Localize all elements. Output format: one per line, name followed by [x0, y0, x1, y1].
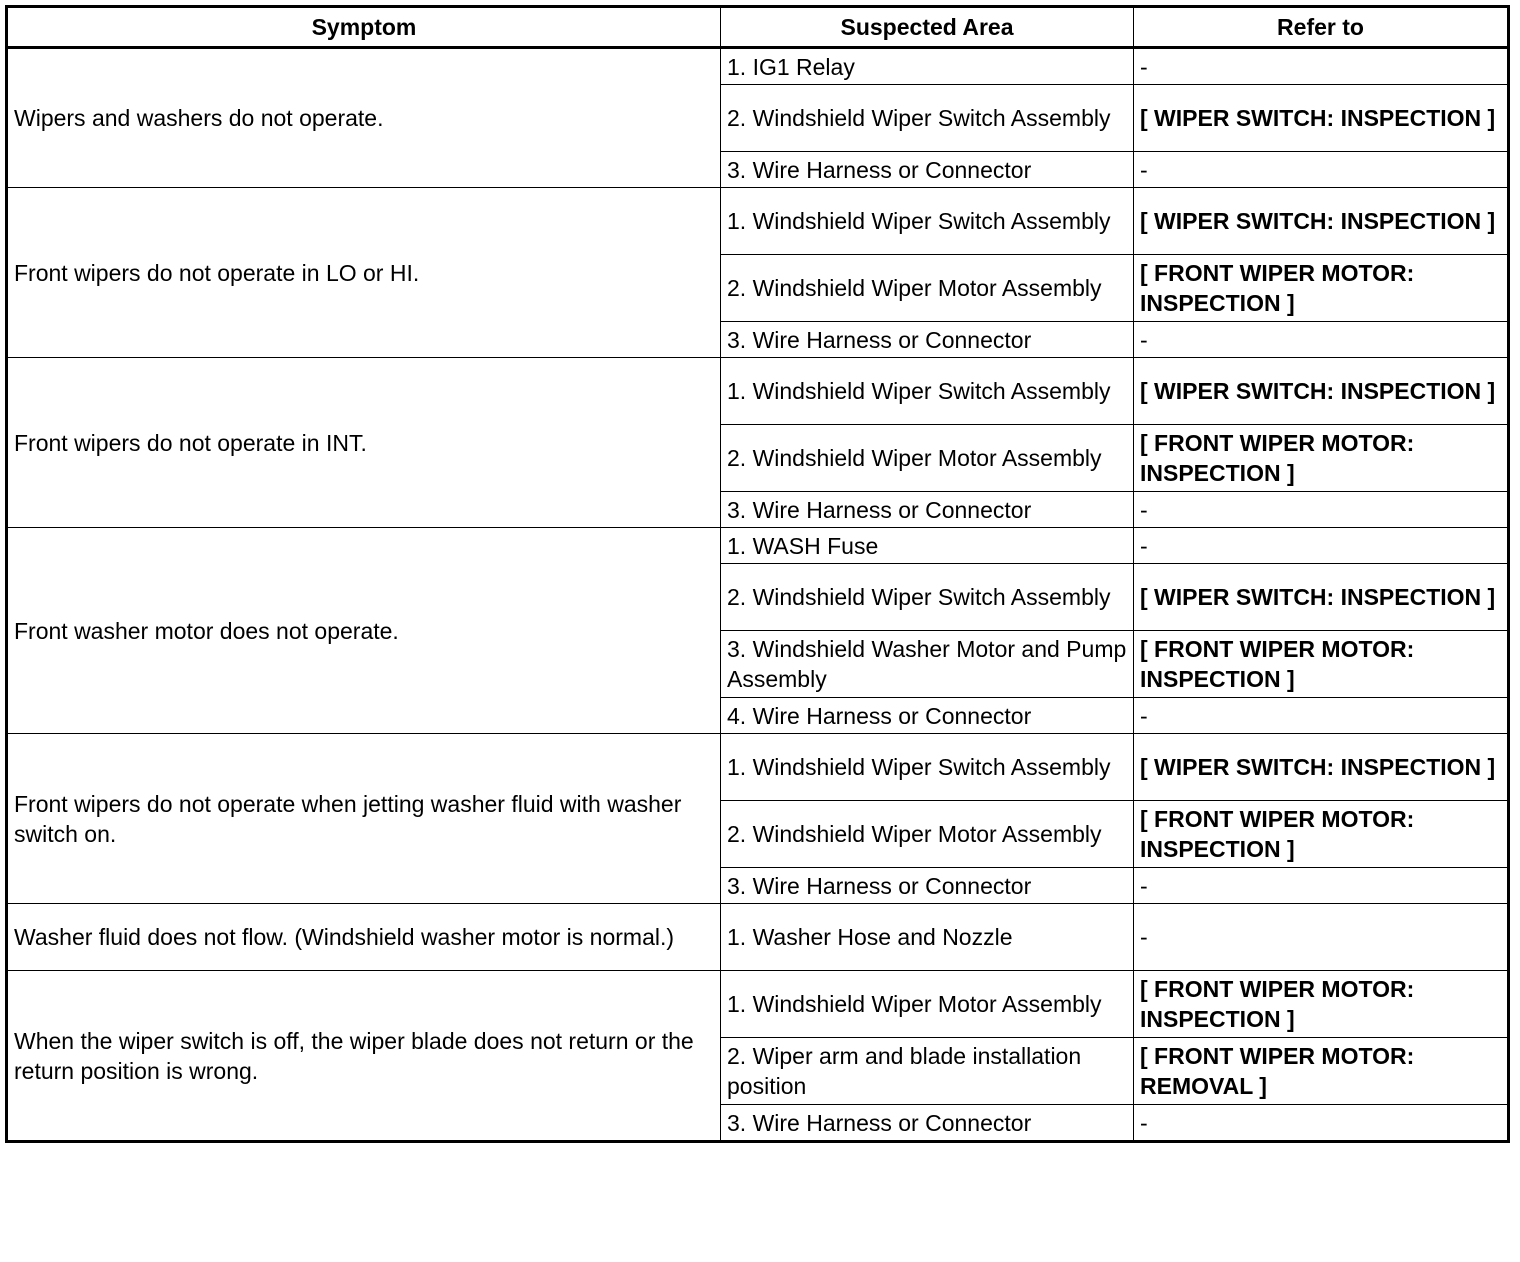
suspected-area-cell: 1. Windshield Wiper Switch Assembly	[721, 358, 1134, 425]
symptom-cell: Washer fluid does not flow. (Windshield washer motor is normal.)	[7, 904, 721, 971]
suspected-area-cell: 4. Wire Harness or Connector	[721, 698, 1134, 734]
suspected-area-cell: 1. Windshield Wiper Motor Assembly	[721, 971, 1134, 1038]
symptom-cell: Front wipers do not operate when jetting washer fluid with washer switch on.	[7, 734, 721, 904]
suspected-area-cell: 2. Windshield Wiper Switch Assembly	[721, 85, 1134, 152]
header-suspected-area: Suspected Area	[721, 7, 1134, 48]
refer-to-cell: [ WIPER SWITCH: INSPECTION ]	[1134, 358, 1509, 425]
suspected-area-cell: 3. Wire Harness or Connector	[721, 1105, 1134, 1142]
suspected-area-cell: 1. WASH Fuse	[721, 528, 1134, 564]
suspected-area-cell: 3. Windshield Washer Motor and Pump Assembly	[721, 631, 1134, 698]
suspected-area-cell: 1. IG1 Relay	[721, 48, 1134, 85]
refer-to-cell: -	[1134, 904, 1509, 971]
symptom-cell: Front wipers do not operate in LO or HI.	[7, 188, 721, 358]
table-row	[7, 358, 1509, 425]
suspected-area-cell: 3. Wire Harness or Connector	[721, 322, 1134, 358]
refer-to-cell: -	[1134, 528, 1509, 564]
header-refer-to: Refer to	[1134, 7, 1509, 48]
table-row	[7, 48, 1509, 85]
refer-to-cell: [ WIPER SWITCH: INSPECTION ]	[1134, 85, 1509, 152]
refer-to-cell: [ FRONT WIPER MOTOR: INSPECTION ]	[1134, 631, 1509, 698]
table-row	[7, 971, 1509, 1038]
suspected-area-cell: 2. Windshield Wiper Motor Assembly	[721, 255, 1134, 322]
suspected-area-cell: 1. Windshield Wiper Switch Assembly	[721, 734, 1134, 801]
symptom-cell: When the wiper switch is off, the wiper blade does not return or the return position is wrong.	[7, 971, 721, 1142]
suspected-area-cell: 2. Wiper arm and blade installation position	[721, 1038, 1134, 1105]
symptom-cell: Front wipers do not operate in INT.	[7, 358, 721, 528]
refer-to-cell: -	[1134, 492, 1509, 528]
suspected-area-cell: 2. Windshield Wiper Motor Assembly	[721, 425, 1134, 492]
refer-to-cell: [ FRONT WIPER MOTOR: INSPECTION ]	[1134, 801, 1509, 868]
refer-to-cell: -	[1134, 698, 1509, 734]
refer-to-cell: [ FRONT WIPER MOTOR: INSPECTION ]	[1134, 255, 1509, 322]
refer-to-cell: [ WIPER SWITCH: INSPECTION ]	[1134, 734, 1509, 801]
table-row	[7, 904, 1509, 971]
refer-to-cell: [ FRONT WIPER MOTOR: REMOVAL ]	[1134, 1038, 1509, 1105]
header-row	[7, 7, 1509, 48]
symptom-cell: Wipers and washers do not operate.	[7, 48, 721, 188]
symptom-cell: Front washer motor does not operate.	[7, 528, 721, 734]
refer-to-cell: -	[1134, 152, 1509, 188]
refer-to-cell: [ FRONT WIPER MOTOR: INSPECTION ]	[1134, 971, 1509, 1038]
refer-to-cell: [ WIPER SWITCH: INSPECTION ]	[1134, 564, 1509, 631]
suspected-area-cell: 2. Windshield Wiper Switch Assembly	[721, 564, 1134, 631]
refer-to-cell: -	[1134, 48, 1509, 85]
refer-to-cell: -	[1134, 868, 1509, 904]
refer-to-cell: [ FRONT WIPER MOTOR: INSPECTION ]	[1134, 425, 1509, 492]
table-row	[7, 528, 1509, 564]
table-row	[7, 734, 1509, 801]
suspected-area-cell: 1. Washer Hose and Nozzle	[721, 904, 1134, 971]
suspected-area-cell: 2. Windshield Wiper Motor Assembly	[721, 801, 1134, 868]
suspected-area-cell: 1. Windshield Wiper Switch Assembly	[721, 188, 1134, 255]
table-row	[7, 188, 1509, 255]
header-symptom: Symptom	[7, 7, 721, 48]
suspected-area-cell: 3. Wire Harness or Connector	[721, 152, 1134, 188]
suspected-area-cell: 3. Wire Harness or Connector	[721, 492, 1134, 528]
suspected-area-cell: 3. Wire Harness or Connector	[721, 868, 1134, 904]
refer-to-cell: [ WIPER SWITCH: INSPECTION ]	[1134, 188, 1509, 255]
refer-to-cell: -	[1134, 322, 1509, 358]
refer-to-cell: -	[1134, 1105, 1509, 1142]
troubleshooting-table	[5, 5, 1510, 1143]
